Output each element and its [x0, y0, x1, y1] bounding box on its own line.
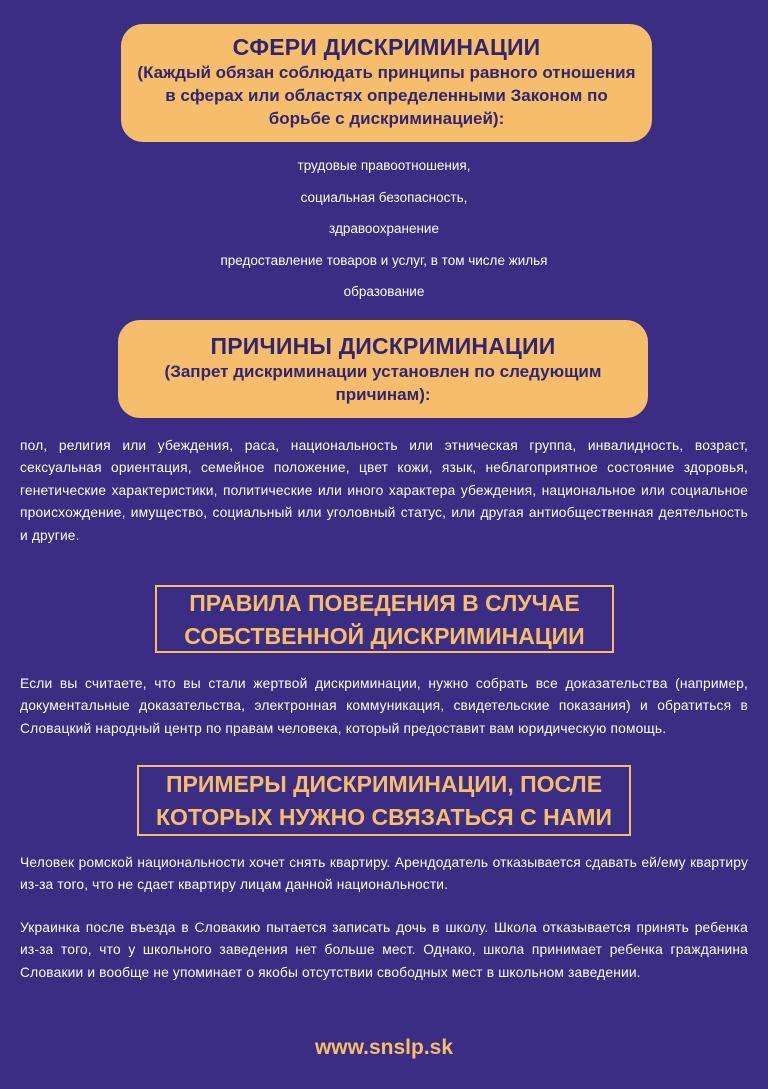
spheres-header	[121, 24, 652, 142]
rules-text: Если вы считаете, что вы стали жертвой дискриминации, нужно собрать все доказательства (например, документальные доказательства, электронная коммуникация, свидетельские показания) и обратиться в Словацкий народный центр по правам человека, который предоставит вам юридическую помощь.	[20, 676, 748, 736]
list-item: образование	[343, 284, 425, 299]
reasons-title: ПРИЧИНЫ ДИСКРИМИНАЦИИ	[210, 333, 556, 359]
spheres-subtitle-line: борьбе с дискриминацией):	[268, 109, 505, 128]
reasons-subtitle-line: (Запрет дискриминации установлен по следующим	[164, 362, 602, 381]
examples-title-line: КОТОРЫХ НУЖНО СВЯЗАТЬСЯ С НАМИ	[156, 804, 612, 830]
rules-title-line: ПРАВИЛА ПОВЕДЕНИЯ В СЛУЧАЕ	[189, 590, 580, 616]
spheres-subtitle-line: в сферах или областях определенными Законом по	[165, 86, 608, 105]
list-item: предоставление товаров и услуг, в том числе жилья	[220, 252, 548, 268]
list-item: социальная безопасность,	[300, 189, 468, 205]
spheres-title: СФЕРИ ДИСКРИМИНАЦИИ	[232, 34, 541, 60]
spheres-subtitle-line: (Каждый обязан соблюдать принципы равного отношения	[137, 63, 636, 82]
rules-header	[155, 585, 614, 653]
examples-header	[137, 765, 631, 836]
list-item: трудовые правоотношения,	[297, 158, 471, 173]
example-paragraph: Человек ромской национальности хочет снять квартиру. Арендодатель отказывается сдавать ей/ему квартиру из-за того, что не сдает квартиру лицам данной национальности.	[20, 855, 748, 893]
reasons-subtitle-line: причинам):	[335, 385, 431, 404]
website-link[interactable]: www.snslp.sk	[314, 1036, 454, 1059]
examples-title-line: ПРИМЕРЫ ДИСКРИМИНАЦИИ, ПОСЛЕ	[165, 771, 603, 797]
reasons-header	[118, 320, 648, 418]
spheres-list	[0, 150, 768, 308]
reasons-text: пол, религия или убеждения, раса, национальность или этническая группа, инвалидность, возраст, сексуальная ориентация, семейное положение, цвет кожи, язык, неблагоприятное состояние здоровья, генетические характеристики, политические или иного характера убеждения, национальное или социальное происхождение, имущество, социальный или уголовный статус, или другая антиобщественная деятельность и другие.	[20, 438, 748, 543]
rules-title-line: СОБСТВЕННОЙ ДИСКРИМИНАЦИИ	[184, 623, 585, 649]
list-item: здравоохранение	[329, 221, 439, 236]
example-paragraph: Украинка после въезда в Словакию пытается записать дочь в школу. Школа отказывается принять ребенка из-за того, что у школьного заведения нет больше мест. Однако, школа принимает ребенка гражданина Словакии и вообще не упоминает о якобы отсутствии свободных мест в школьном заведении.	[20, 920, 748, 980]
